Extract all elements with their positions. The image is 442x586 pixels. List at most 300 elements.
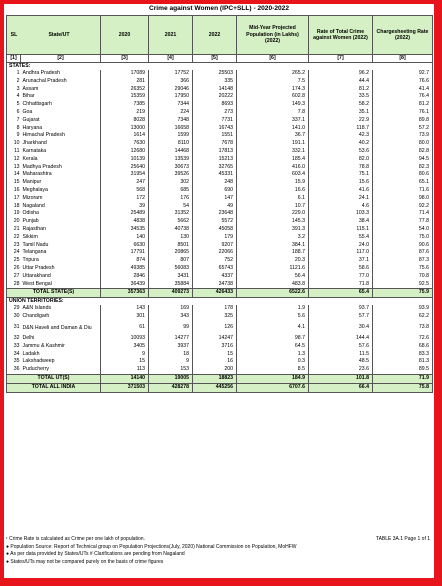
column-number: [5] [193,55,237,63]
cell-y2021: 7344 [149,101,193,109]
state-name: Andhra Pradesh [21,70,101,78]
cell-cs: 89.5 [373,366,433,374]
serial-number: 13 [7,164,21,172]
header-sl-state [7,16,101,55]
cell-y2021: 8110 [149,140,193,148]
header-2022: 2022 [193,16,237,55]
cell-cs: 76.6 [373,78,433,86]
table-row [7,234,433,242]
serial-number: 5 [7,101,21,109]
table-row [7,187,433,195]
table-row [7,203,433,211]
cell-cs: 92.5 [373,281,433,289]
ut-total-row [7,374,433,383]
total-pop: 184.9 [237,374,309,383]
cell-rate: 78.8 [309,164,373,172]
cell-cs: 65.1 [373,179,433,187]
total-y2020: 14140 [101,374,149,383]
cell-y2020: 4838 [101,218,149,226]
serial-number: 22 [7,234,21,242]
serial-number: 19 [7,210,21,218]
ut-section-heading [7,298,433,306]
total-rate: 66.4 [309,383,373,392]
state-name: Ladakh [21,351,101,359]
header-crime-rate: Rate of Total Crime against Women (2022) [309,16,373,55]
serial-number: 23 [7,242,21,250]
table-row [7,132,433,140]
cell-y2020: 2846 [101,273,149,281]
serial-number: 34 [7,351,21,359]
serial-number: 15 [7,179,21,187]
section-label: STATES: [7,63,433,71]
cell-pop: 174.3 [237,86,309,94]
cell-y2020: 10093 [101,335,149,343]
cell-pop: 16.6 [237,187,309,195]
cell-pop: 56.4 [237,273,309,281]
cell-rate: 30.4 [309,321,373,335]
footnote: ● Population Source: Report of Technical group on Population Projections(July, 2020) National Commission on Population, MoHFW [6,543,297,550]
cell-pop: 141.0 [237,125,309,133]
cell-rate: 57.6 [309,343,373,351]
state-name: Maharashtra [21,171,101,179]
cell-cs: 94.5 [373,156,433,164]
cell-y2020: 61 [101,321,149,335]
cell-rate: 118.7 [309,125,373,133]
cell-y2021: 16658 [149,125,193,133]
table-row [7,195,433,203]
cell-pop: 483.8 [237,281,309,289]
state-name: Meghalaya [21,187,101,195]
cell-y2022: 335 [193,78,237,86]
cell-y2022: 248 [193,179,237,187]
cell-rate: 23.6 [309,366,373,374]
serial-number: 1 [7,70,21,78]
cell-pop: 185.4 [237,156,309,164]
column-number: [7] [309,55,373,63]
cell-cs: 83.3 [373,351,433,359]
cell-y2022: 7731 [193,117,237,125]
cell-y2021: 39526 [149,171,193,179]
states-section-heading [7,63,433,71]
cell-pop: 603.4 [237,171,309,179]
cell-y2021: 176 [149,195,193,203]
serial-number: 33 [7,343,21,351]
state-name: West Bengal [21,281,101,289]
cell-y2022: 22066 [193,249,237,257]
cell-y2022: 17813 [193,148,237,156]
cell-cs: 98.0 [373,195,433,203]
cell-y2020: 36439 [101,281,149,289]
cell-y2021: 56083 [149,265,193,273]
table-row [7,125,433,133]
cell-rate: 57.7 [309,313,373,321]
cell-y2022: 9207 [193,242,237,250]
state-name: Goa [21,109,101,117]
header-sl: SL [10,31,18,38]
cell-y2020: 25640 [101,164,149,172]
state-name: Mizoram [21,195,101,203]
cell-y2021: 54 [149,203,193,211]
serial-number: 17 [7,195,21,203]
cell-pop: 384.1 [237,242,309,250]
cell-y2022: 20222 [193,93,237,101]
cell-cs: 80.6 [373,171,433,179]
cell-rate: 96.2 [309,70,373,78]
cell-rate: 4.6 [309,203,373,211]
state-name: Odisha [21,210,101,218]
cell-rate: 40.2 [309,140,373,148]
header-2020: 2020 [101,16,149,55]
cell-pop: 337.1 [237,117,309,125]
cell-y2020: 113 [101,366,149,374]
cell-y2022: 200 [193,366,237,374]
table-row [7,218,433,226]
cell-cs: 70.8 [373,273,433,281]
cell-pop: 6.1 [237,195,309,203]
cell-rate: 24.1 [309,195,373,203]
table-row [7,249,433,257]
serial-number: 31 [7,321,21,335]
cell-cs: 57.2 [373,125,433,133]
table-row [7,242,433,250]
serial-number: 27 [7,273,21,281]
table-row [7,140,433,148]
table-row [7,109,433,117]
column-number: [8] [373,55,433,63]
serial-number: 26 [7,265,21,273]
total-label: TOTAL UT(S) [7,374,101,383]
table-row [7,281,433,289]
serial-number: 10 [7,140,21,148]
cell-y2022: 14148 [193,86,237,94]
cell-y2020: 17089 [101,70,149,78]
serial-number: 28 [7,281,21,289]
cell-pop: 7.8 [237,109,309,117]
total-rate: 65.4 [309,289,373,298]
cell-y2021: 685 [149,187,193,195]
state-name: Telangana [21,249,101,257]
total-label: TOTAL ALL INDIA [7,383,101,392]
cell-rate: 103.3 [309,210,373,218]
cell-cs: 41.4 [373,86,433,94]
serial-number: 20 [7,218,21,226]
cell-y2022: 1551 [193,132,237,140]
cell-y2022: 25503 [193,70,237,78]
cell-y2021: 224 [149,109,193,117]
state-name: Tamil Nadu [21,242,101,250]
cell-cs: 68.6 [373,343,433,351]
cell-y2022: 45058 [193,226,237,234]
cell-pop: 191.1 [237,140,309,148]
state-name: Uttar Pradesh [21,265,101,273]
cell-y2020: 568 [101,187,149,195]
footnote: ● As per data provided by States/UTs # Clarifications are pending from Nagaland [6,551,185,558]
cell-y2022: 690 [193,187,237,195]
total-cs: 75.8 [373,383,433,392]
cell-cs: 90.6 [373,242,433,250]
cell-y2021: 9 [149,358,193,366]
cell-y2020: 281 [101,78,149,86]
cell-rate: 38.4 [309,218,373,226]
cell-cs: 75.6 [373,265,433,273]
cell-y2021: 29046 [149,86,193,94]
cell-cs: 73.9 [373,132,433,140]
cell-rate: 11.5 [309,351,373,359]
cell-pop: 1121.6 [237,265,309,273]
cell-rate: 35.1 [309,109,373,117]
total-pop: 6707.6 [237,383,309,392]
cell-cs: 72.6 [373,335,433,343]
cell-pop: 332.1 [237,148,309,156]
state-name: Assam [21,86,101,94]
table-row [7,265,433,273]
cell-pop: 229.0 [237,210,309,218]
cell-y2022: 45331 [193,171,237,179]
cell-y2020: 15359 [101,93,149,101]
table-row [7,179,433,187]
cell-y2022: 273 [193,109,237,117]
table-row [7,273,433,281]
serial-number: 18 [7,203,21,211]
cell-pop: 5.6 [237,313,309,321]
cell-y2022: 15 [193,351,237,359]
cell-pop: 7.5 [237,78,309,86]
state-name: Delhi [21,335,101,343]
cell-rate: 81.2 [309,86,373,94]
table-row [7,226,433,234]
cell-y2022: 4337 [193,273,237,281]
state-name: Nagaland [21,203,101,211]
serial-number: 12 [7,156,21,164]
total-y2021: 428278 [149,383,193,392]
cell-y2021: 343 [149,313,193,321]
total-label: TOTAL STATE(S) [7,289,101,298]
state-name: Uttarakhand [21,273,101,281]
cell-y2022: 15213 [193,156,237,164]
cell-y2021: 153 [149,366,193,374]
serial-number: 30 [7,313,21,321]
cell-y2020: 12680 [101,148,149,156]
column-number: [4] [149,55,193,63]
cell-y2021: 30673 [149,164,193,172]
serial-number: 3 [7,86,21,94]
cell-pop: 188.7 [237,249,309,257]
cell-y2020: 247 [101,179,149,187]
cell-y2022: 8693 [193,101,237,109]
cell-y2022: 179 [193,234,237,242]
cell-y2022: 16 [193,358,237,366]
total-rate: 101.8 [309,374,373,383]
serial-number: 36 [7,366,21,374]
cell-y2020: 10139 [101,156,149,164]
cell-rate: 58.2 [309,101,373,109]
cell-rate: 33.5 [309,93,373,101]
cell-y2020: 39 [101,203,149,211]
cell-y2021: 130 [149,234,193,242]
state-name: Punjab [21,218,101,226]
table-row [7,351,433,359]
state-name: D&N Haveli and Daman & Diu [21,321,101,335]
column-number: [6] [237,55,309,63]
cell-y2022: 147 [193,195,237,203]
column-number-row [7,55,433,63]
cell-pop: 391.3 [237,226,309,234]
cell-y2020: 25489 [101,210,149,218]
section-label: UNION TERRITORIES: [7,298,433,306]
cell-rate: 55.4 [309,234,373,242]
serial-number: 24 [7,249,21,257]
cell-y2021: 169 [149,305,193,313]
cell-y2020: 15 [101,358,149,366]
cell-pop: 265.2 [237,70,309,78]
cell-pop: 8.5 [237,366,309,374]
serial-number: 8 [7,125,21,133]
cell-y2021: 99 [149,321,193,335]
footnote: ¹ Crime Rate is calculated as Crime per one lakh of population. [6,536,145,542]
state-name: Karnataka [21,148,101,156]
cell-y2020: 1614 [101,132,149,140]
cell-y2021: 14277 [149,335,193,343]
table-row [7,93,433,101]
serial-number: 14 [7,171,21,179]
table-reference: TABLE 3A.1 Page 1 of 1 [375,536,430,542]
cell-y2020: 143 [101,305,149,313]
cell-y2022: 16743 [193,125,237,133]
cell-cs: 89.8 [373,117,433,125]
total-pop: 6522.6 [237,289,309,298]
cell-cs: 80.0 [373,140,433,148]
column-number: [3] [101,55,149,63]
total-y2022: 18823 [193,374,237,383]
cell-pop: 0.3 [237,358,309,366]
cell-y2021: 14468 [149,148,193,156]
cell-rate: 48.5 [309,358,373,366]
table-row [7,257,433,265]
cell-pop: 4.1 [237,321,309,335]
cell-y2021: 31352 [149,210,193,218]
cell-y2021: 20865 [149,249,193,257]
cell-rate: 53.6 [309,148,373,156]
cell-rate: 117.0 [309,249,373,257]
cell-cs: 81.3 [373,358,433,366]
cell-cs: 76.4 [373,93,433,101]
cell-cs: 71.4 [373,210,433,218]
cell-cs: 81.2 [373,101,433,109]
cell-pop: 15.9 [237,179,309,187]
serial-number: 21 [7,226,21,234]
table-row [7,78,433,86]
state-name: Himachal Pradesh [21,132,101,140]
cell-y2021: 1599 [149,132,193,140]
cell-rate: 44.4 [309,78,373,86]
cell-y2021: 35884 [149,281,193,289]
states-total-row [7,289,433,298]
cell-pop: 1.9 [237,305,309,313]
cell-cs: 87.6 [373,249,433,257]
state-name: Chandigarh [21,313,101,321]
table-row [7,101,433,109]
cell-y2022: 32765 [193,164,237,172]
cell-rate: 22.9 [309,117,373,125]
cell-rate: 37.1 [309,257,373,265]
cell-y2021: 7348 [149,117,193,125]
cell-rate: 115.1 [309,226,373,234]
table-row [7,164,433,172]
column-number: [1] [7,55,21,63]
serial-number: 32 [7,335,21,343]
cell-y2020: 26352 [101,86,149,94]
serial-number: 6 [7,109,21,117]
cell-rate: 41.6 [309,187,373,195]
total-cs: 75.9 [373,289,433,298]
cell-rate: 58.6 [309,265,373,273]
total-y2020: 357363 [101,289,149,298]
cell-cs: 82.3 [373,164,433,172]
cell-y2022: 752 [193,257,237,265]
cell-y2020: 8028 [101,117,149,125]
state-name: Arunachal Pradesh [21,78,101,86]
all-india-total-row [7,383,433,392]
cell-y2020: 7385 [101,101,149,109]
header-2021: 2021 [149,16,193,55]
cell-cs: 73.8 [373,321,433,335]
cell-y2021: 13539 [149,156,193,164]
header-chargesheeting-rate: Chargesheeting Rate (2022) [373,16,433,55]
cell-y2022: 325 [193,313,237,321]
cell-y2020: 34535 [101,226,149,234]
cell-y2020: 49385 [101,265,149,273]
cell-cs: 92.7 [373,70,433,78]
total-y2021: 19005 [149,374,193,383]
cell-y2020: 17791 [101,249,149,257]
cell-y2022: 126 [193,321,237,335]
cell-pop: 36.7 [237,132,309,140]
cell-pop: 1.3 [237,351,309,359]
serial-number: 9 [7,132,21,140]
cell-cs: 76.1 [373,109,433,117]
cell-y2020: 3405 [101,343,149,351]
cell-pop: 20.3 [237,257,309,265]
cell-pop: 145.3 [237,218,309,226]
state-name: Puducherry [21,366,101,374]
table-row [7,305,433,313]
table-row [7,210,433,218]
total-y2022: 426433 [193,289,237,298]
table-row [7,366,433,374]
report-title: Crime against Women (IPC+SLL) - 2020-2022 [148,5,290,12]
serial-number: 25 [7,257,21,265]
header-row [7,16,433,55]
cell-rate: 93.7 [309,305,373,313]
cell-y2021: 18 [149,351,193,359]
cell-y2022: 178 [193,305,237,313]
cell-y2022: 7678 [193,140,237,148]
table-row [7,313,433,321]
cell-y2022: 3716 [193,343,237,351]
table-row [7,343,433,351]
cell-rate: 144.4 [309,335,373,343]
cell-pop: 10.7 [237,203,309,211]
cell-rate: 24.0 [309,242,373,250]
footnote: ● States/UTs may not be compared purely on the basis of crime figures [6,558,164,565]
cell-cs: 62.2 [373,313,433,321]
serial-number: 11 [7,148,21,156]
cell-y2020: 31954 [101,171,149,179]
table-row [7,70,433,78]
cell-y2020: 140 [101,234,149,242]
cell-y2020: 172 [101,195,149,203]
cell-cs: 77.8 [373,218,433,226]
